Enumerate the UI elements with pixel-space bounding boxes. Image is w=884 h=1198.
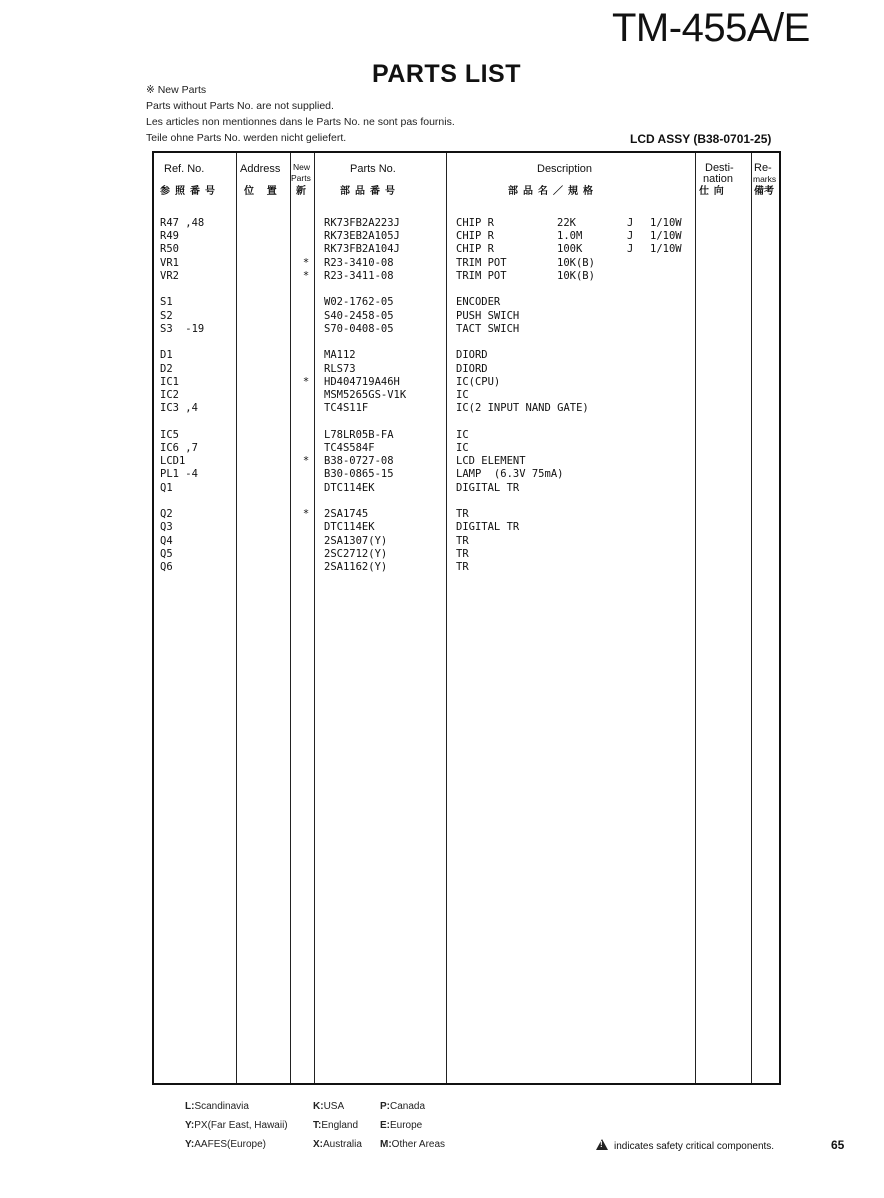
legend-item: Y:AAFES(Europe) [185,1139,266,1150]
legend-item: X:Australia [313,1139,362,1150]
description-cell: CHIP R [456,230,494,243]
header-remarks-2: marks [753,174,777,184]
description-cell: PUSH SWICH [456,309,520,322]
parts-no-cell: 2SC2712(Y) [324,547,388,560]
assy-title: LCD ASSY (B38-0701-25) [630,132,772,146]
note-en: Parts without Parts No. are not supplied. [146,100,334,112]
ref-no-cell: R47 ,48 [160,217,205,229]
parts-no-cell: L78LR05B-FA [324,428,394,441]
description-cell: IC(2 INPUT NAND GATE) [456,402,589,415]
header-remarks: Re- [754,162,772,174]
table-row [154,535,779,548]
header-new-jp: 新 [296,186,311,197]
ref-no-cell: D2 [160,362,173,375]
rating-cell: 1/10W [650,243,682,256]
notes-block [146,82,455,146]
description-cell: TR [456,561,469,573]
table-row [154,217,779,230]
page-number: 65 [831,1138,845,1152]
legend-column-3 [380,1097,445,1154]
ref-no-cell: R50 [160,243,179,256]
header-new: New [293,162,311,172]
parts-no-cell: R23-3410-08 [324,256,394,269]
value-cell: 10K(B) [557,256,595,269]
table-row [154,243,779,256]
ref-no-cell: IC5 [160,428,179,441]
parts-no-cell: W02-1762-05 [324,296,394,309]
new-parts-cell: * [302,455,310,468]
description-cell: TR [456,534,469,547]
description-cell: CHIP R [456,243,494,256]
header-address: Address [240,163,281,175]
table-row [154,402,779,415]
value-cell: 22K [557,217,576,229]
header-destination-jp: 仕 向 [699,186,725,197]
parts-no-cell: HD404719A46H [324,375,400,388]
table-row [154,455,779,468]
value-cell: 100K [557,243,583,256]
legend-item: M:Other Areas [380,1139,446,1150]
parts-no-cell: RLS73 [324,362,356,375]
parts-no-cell: TC4S584F [324,442,375,454]
table-row [154,468,779,481]
tolerance-cell: J [627,243,634,256]
table-row [154,561,779,574]
ref-no-cell: IC2 [160,389,179,401]
parts-no-cell: MA112 [324,349,356,362]
table-row [154,349,779,362]
header-description-jp: 部品名／規格 [508,186,598,197]
ref-no-cell: Q4 [160,534,173,547]
value-cell: 1.0M [557,230,583,243]
ref-no-cell: Q6 [160,561,173,573]
description-cell: IC [456,428,469,441]
parts-no-cell: RK73FB2A104J [324,243,400,256]
legend-column-1 [185,1097,288,1154]
value-cell: 10K(B) [557,269,595,282]
note-de: Teile ohne Parts No. werden nicht geliefert. [146,132,347,144]
parts-no-cell: RK73EB2A105J [324,230,400,243]
header-remarks-jp: 備考 [754,186,774,197]
parts-no-cell: 2SA1745 [324,508,369,521]
header-destination-2: nation [703,173,733,185]
ref-no-cell: S3 -19 [160,322,205,335]
description-cell: TR [456,547,469,560]
table-row [154,429,779,442]
ref-no-cell: Q1 [160,481,173,494]
ref-no-cell: VR1 [160,256,179,269]
ref-no-cell: IC6 ,7 [160,442,198,454]
description-cell: DIORD [456,349,488,362]
header-parts-no-jp: 部品番号 [340,186,400,197]
tolerance-cell: J [627,217,634,229]
ref-no-cell: Q3 [160,521,173,534]
description-cell: ENCODER [456,296,501,309]
description-cell: LCD ELEMENT [456,455,526,468]
parts-no-cell: DTC114EK [324,481,375,494]
warning-triangle-icon [596,1139,608,1150]
header-address-jp: 位 置 [244,186,282,197]
table-row [154,270,779,283]
col-divider [751,153,752,1083]
description-cell: IC(CPU) [456,375,501,388]
table-row [154,508,779,521]
table-row [154,389,779,402]
safety-note [596,1139,774,1152]
parts-no-cell: DTC114EK [324,521,375,534]
table-row [154,310,779,323]
legend-item: Y:PX(Far East, Hawaii) [185,1120,288,1131]
ref-no-cell: R49 [160,230,179,243]
note-new-parts: ※ New Parts [146,84,207,96]
table-row [154,257,779,270]
parts-no-cell: RK73FB2A223J [324,217,400,229]
table-row [154,363,779,376]
header-ref-jp: 参照番号 [160,186,220,197]
legend-item: P:Canada [380,1101,426,1112]
legend-column-2 [313,1097,362,1154]
description-cell: TRIM POT [456,256,507,269]
ref-no-cell: S1 [160,296,173,309]
description-cell: TACT SWICH [456,322,520,335]
table-row [154,230,779,243]
page-title: PARTS LIST [372,60,521,88]
parts-no-cell: MSM5265GS-V1K [324,389,407,401]
rating-cell: 1/10W [650,217,682,229]
description-cell: TR [456,508,469,521]
legend-item: K:USA [313,1101,345,1112]
header-new-parts: Parts [291,173,311,183]
parts-table [152,151,781,1085]
header-description: Description [537,163,593,175]
description-cell: CHIP R [456,217,494,229]
table-row [154,521,779,534]
col-divider [695,153,696,1083]
table-row [154,482,779,495]
tolerance-cell: J [627,230,634,243]
table-row [154,323,779,336]
parts-no-cell: S70-0408-05 [324,322,394,335]
ref-no-cell: LCD1 [160,455,186,468]
table-row [154,296,779,309]
legend-item: T:England [313,1120,359,1131]
ref-no-cell: S2 [160,309,173,322]
parts-no-cell: B30-0865-15 [324,468,394,481]
description-cell: IC [456,442,469,454]
rating-cell: 1/10W [650,230,682,243]
col-divider [236,153,237,1083]
header-destination: Desti- [705,162,734,174]
description-cell: IC [456,389,469,401]
table-row [154,548,779,561]
ref-no-cell: VR2 [160,269,179,282]
legend-item: L:Scandinavia [185,1101,249,1112]
ref-no-cell: IC1 [160,375,179,388]
new-parts-cell: * [302,269,310,282]
table-row [154,376,779,389]
model-title: TM-455A/E [612,6,810,50]
col-divider [314,153,315,1083]
parts-no-cell: 2SA1307(Y) [324,534,388,547]
description-cell: LAMP (6.3V 75mA) [456,468,564,481]
new-parts-cell: * [302,256,310,269]
col-divider [446,153,447,1083]
note-fr: Les articles non mentionnes dans le Parts No. ne sont pas fournis. [146,116,455,128]
parts-no-cell: TC4S11F [324,402,369,415]
ref-no-cell: D1 [160,349,173,362]
new-parts-cell: * [302,375,310,388]
legend-item: E:Europe [380,1120,423,1131]
new-parts-cell: * [302,508,310,521]
description-cell: TRIM POT [456,269,507,282]
parts-no-cell: R23-3411-08 [324,269,394,282]
col-divider [290,153,291,1083]
header-parts-no: Parts No. [350,163,396,175]
description-cell: DIORD [456,362,488,375]
description-cell: DIGITAL TR [456,521,520,534]
ref-no-cell: Q2 [160,508,173,521]
ref-no-cell: IC3 ,4 [160,402,198,415]
header-ref: Ref. No. [164,163,205,175]
parts-no-cell: B38-0727-08 [324,455,394,468]
parts-no-cell: 2SA1162(Y) [324,561,388,573]
safety-note-text: indicates safety critical components. [614,1141,775,1152]
parts-no-cell: S40-2458-05 [324,309,394,322]
ref-no-cell: Q5 [160,547,173,560]
ref-no-cell: PL1 -4 [160,468,198,481]
table-row [154,442,779,455]
description-cell: DIGITAL TR [456,481,520,494]
